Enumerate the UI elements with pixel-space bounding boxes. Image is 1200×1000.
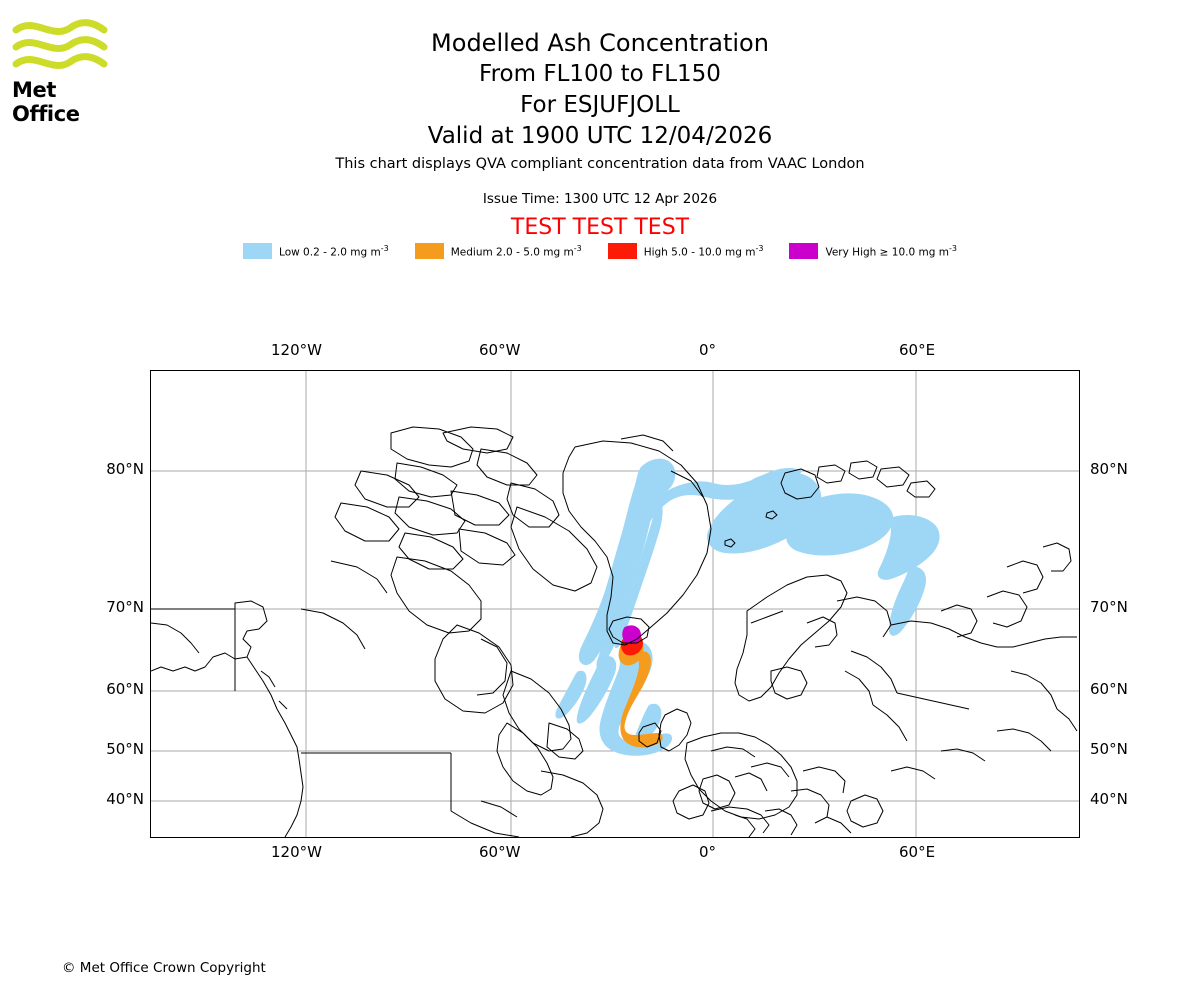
coast-newfoundland [547,723,583,759]
coast-caucasus [827,817,851,833]
lon-tick-top-120w: 120°W [271,341,322,359]
coast-caspian [847,795,883,827]
coast-russia-inner-1 [851,651,897,693]
coast-devon [477,449,537,485]
legend-item-high [608,243,764,259]
coast-bathurst [451,491,509,525]
coast-yamal [941,605,977,637]
legend-item-very-high [789,243,956,259]
coast-mackenzie [331,561,387,593]
lon-tick-bottom-60e: 60°E [899,843,936,861]
lon-tick-top-60w: 60°W [479,341,521,359]
coast-great-bear [301,609,365,649]
volcano-line: For ESJUFJOLL [520,92,680,118]
coast-severnaya-zemlya [1007,561,1043,593]
coast-siberia-north [891,621,1077,647]
lon-tick-top-60e: 60°E [899,341,936,359]
concentration-legend [0,243,1200,259]
issue-time: Issue Time: 1300 UTC 12 Apr 2026 [482,191,718,207]
coast-franz-josef-west [849,461,877,479]
coast-vancouver-island [279,701,287,709]
lat-tick-left-40n: 40°N [106,790,144,808]
coast-hudson-inner [477,639,507,695]
coast-gulf-st-lawrence [497,723,553,795]
legend-swatch-low [243,243,272,259]
coast-caspian-north [873,705,907,741]
coast-kazakhstan [891,767,935,779]
page-title: Modelled Ash Concentration [431,29,769,57]
coast-netherlands [711,747,755,757]
lat-tick-right-50n: 50°N [1090,740,1128,758]
lon-tick-bottom-120w: 120°W [271,843,322,861]
copyright-text: © Met Office Crown Copyright [62,960,266,976]
lat-tick-left-80n: 80°N [106,460,144,478]
coast-scandinavia [735,575,847,701]
coast-poland [751,763,789,777]
coast-franz-josef-east [877,467,909,487]
coast-great-lakes-2 [481,801,517,817]
coast-white-sea [837,597,891,637]
coast-asia-inner-2 [997,729,1051,751]
coast-balkans [765,809,797,835]
coast-banks [335,503,399,541]
coast-iberia [673,785,709,819]
lat-tick-left-70n: 70°N [106,598,144,616]
coast-prince-patrick [355,471,419,507]
coast-germany-inner [735,773,767,791]
coast-alaska-inner [151,623,199,653]
chart-subtitle: This chart displays QVA compliant concentration data from VAAC London [335,156,865,172]
coast-bc-island [261,671,275,687]
coast-kola [807,617,837,647]
coast-norway-fjords [751,611,783,623]
test-banner: TEST TEST TEST [510,215,690,240]
lon-tick-top-0: 0° [699,341,717,359]
lon-tick-bottom-60w: 60°W [479,843,521,861]
map-canvas [151,371,1079,837]
flight-level-line: From FL100 to FL150 [479,61,721,87]
coast-mainland-arctic [391,557,481,633]
coast-arctic-islands-east [1043,543,1071,571]
coast-prince-of-wales [459,529,515,565]
ash-concentration-map[interactable] [150,370,1080,838]
coast-ellesmere [391,427,473,467]
lat-tick-right-80n: 80°N [1090,460,1128,478]
coast-western-europe [685,733,797,819]
legend-label-very-high: Very High ≥ 10.0 mg $m^{-3}$ [825,243,957,259]
lon-tick-bottom-0: 0° [699,843,717,861]
met-office-logo-text: Met Office [12,78,80,126]
coast-ukraine [803,767,845,793]
legend-item-low [243,243,389,259]
coast-eastern-usa [541,771,603,837]
coast-melville [395,497,465,535]
lat-tick-left-50n: 50°N [106,740,144,758]
chart-title-block [0,28,1200,152]
legend-swatch-medium [415,243,444,259]
coast-russia-inner-2 [897,693,969,709]
coast-mediterranean-north [711,807,769,833]
legend-swatch-high [608,243,637,259]
lat-tick-left-60n: 60°N [106,680,144,698]
coast-france-inner [699,775,735,809]
coast-west-north-america [247,657,303,837]
legend-label-high: High 5.0 - 10.0 mg $m^{-3}$ [643,243,764,259]
coast-axel-heiberg [395,463,457,497]
coast-hudson-bay [435,625,513,713]
coast-far-east [1057,709,1077,731]
lat-tick-right-40n: 40°N [1090,790,1128,808]
legend-label-low: Low 0.2 - 2.0 mg $m^{-3}$ [279,243,389,259]
legend-item-medium [415,243,582,259]
coast-franz-josef-2 [907,481,935,497]
coast-baltic-south [771,667,807,699]
valid-at-line: Valid at 1900 UTC 12/04/2026 [427,123,773,149]
lat-tick-right-60n: 60°N [1090,680,1128,698]
lat-tick-right-70n: 70°N [1090,598,1128,616]
coast-great-lakes [451,811,519,837]
coast-russia-inner-3 [845,671,873,705]
legend-label-medium: Medium 2.0 - 5.0 mg $m^{-3}$ [450,243,582,259]
coast-lena [1011,671,1057,709]
coast-ellesmere-east [443,427,513,453]
coast-svalbard-east [817,465,845,483]
legend-swatch-very-high [789,243,818,259]
coast-baffin [511,507,597,591]
